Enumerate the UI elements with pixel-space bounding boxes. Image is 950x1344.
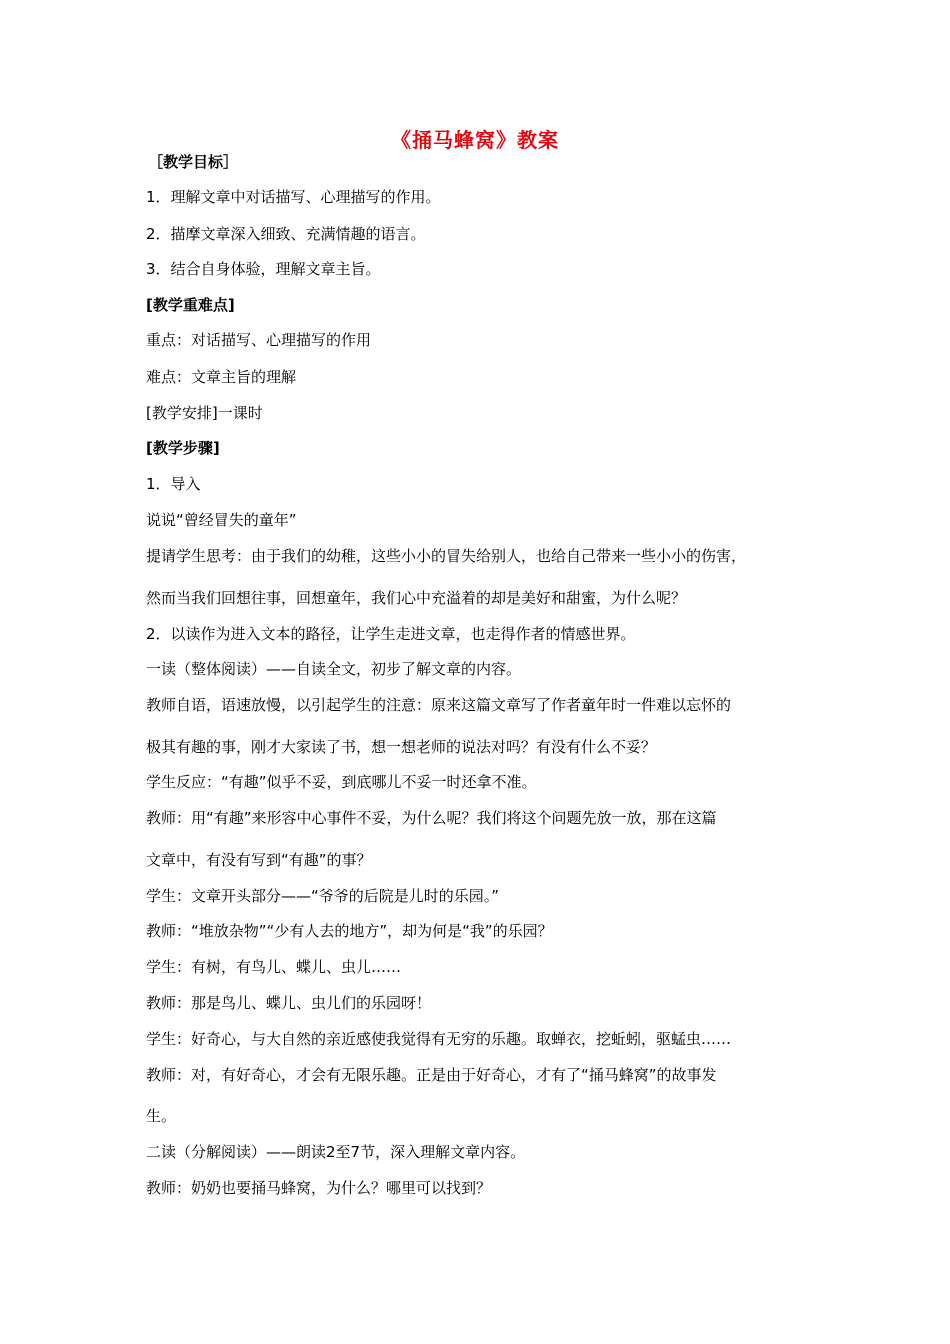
paragraph: 难点：文章主旨的理解 <box>146 368 297 386</box>
paragraph: 1．理解文章中对话描写、心理描写的作用。 <box>146 188 441 206</box>
paragraph: 学生：文章开头部分——“爷爷的后院是儿时的乐园。” <box>146 887 500 905</box>
paragraph: 极其有趣的事，刚才大家读了书，想一想老师的说法对吗？有没有什么不妥？ <box>146 738 657 756</box>
paragraph: [教学安排]一课时 <box>146 404 263 422</box>
heading-steps: [教学步骤] <box>146 439 220 457</box>
heading-key-points: [教学重难点] <box>146 296 235 314</box>
paragraph: 教师：“堆放杂物”“少有人去的地方”，却为何是“我”的乐园？ <box>146 922 553 940</box>
paragraph: 3．结合自身体验，理解文章主旨。 <box>146 260 381 278</box>
paragraph: 生。 <box>146 1107 177 1125</box>
paragraph: 重点：对话描写、心理描写的作用 <box>146 331 372 349</box>
paragraph: 学生：好奇心，与大自然的亲近感使我觉得有无穷的乐趣。取蝉衣，挖蚯蚓，驱蜢虫…… <box>146 1030 732 1048</box>
paragraph: 学生：有树，有鸟儿、蝶儿、虫儿…… <box>146 958 402 976</box>
paragraph: 提请学生思考：由于我们的幼稚，这些小小的冒失给别人，也给自己带来一些小小的伤害， <box>146 547 747 565</box>
paragraph: 2．描摩文章深入细致、充满情趣的语言。 <box>146 225 426 243</box>
paragraph: 然而当我们回想往事，回想童年，我们心中充溢着的却是美好和甜蜜，为什么呢？ <box>146 589 687 607</box>
paragraph: 学生反应：“有趣”似乎不妥，到底哪儿不妥一时还拿不准。 <box>146 773 537 791</box>
paragraph: 教师：奶奶也要捅马蜂窝，为什么？哪里可以找到？ <box>146 1179 492 1197</box>
paragraph: 教师：那是鸟儿、蝶儿、虫儿们的乐园呀！ <box>146 994 432 1012</box>
heading-objectives: ［教学目标］ <box>148 153 239 171</box>
paragraph: 2．以读作为进入文本的路径，让学生走进文章，也走得作者的情感世界。 <box>146 625 636 643</box>
paragraph: 教师自语，语速放慢，以引起学生的注意：原来这篇文章写了作者童年时一件难以忘怀的 <box>146 696 732 714</box>
paragraph: 1．导入 <box>146 475 201 493</box>
paragraph: 二读（分解阅读）——朗读2至7节，深入理解文章内容。 <box>146 1143 526 1161</box>
paragraph: 教师：用“有趣”来形容中心事件不妥，为什么呢？我们将这个问题先放一放，那在这篇 <box>146 809 717 827</box>
paragraph: 教师：对，有好奇心，才会有无限乐趣。正是由于好奇心，才有了“捅马蜂窝”的故事发 <box>146 1066 717 1084</box>
paragraph: 文章中，有没有写到“有趣”的事？ <box>146 851 372 869</box>
paragraph: 说说“曾经冒失的童年” <box>146 511 297 529</box>
paragraph: 一读（整体阅读）——自读全文，初步了解文章的内容。 <box>146 660 522 678</box>
page-title: 《捅马蜂窝》教案 <box>391 128 559 152</box>
